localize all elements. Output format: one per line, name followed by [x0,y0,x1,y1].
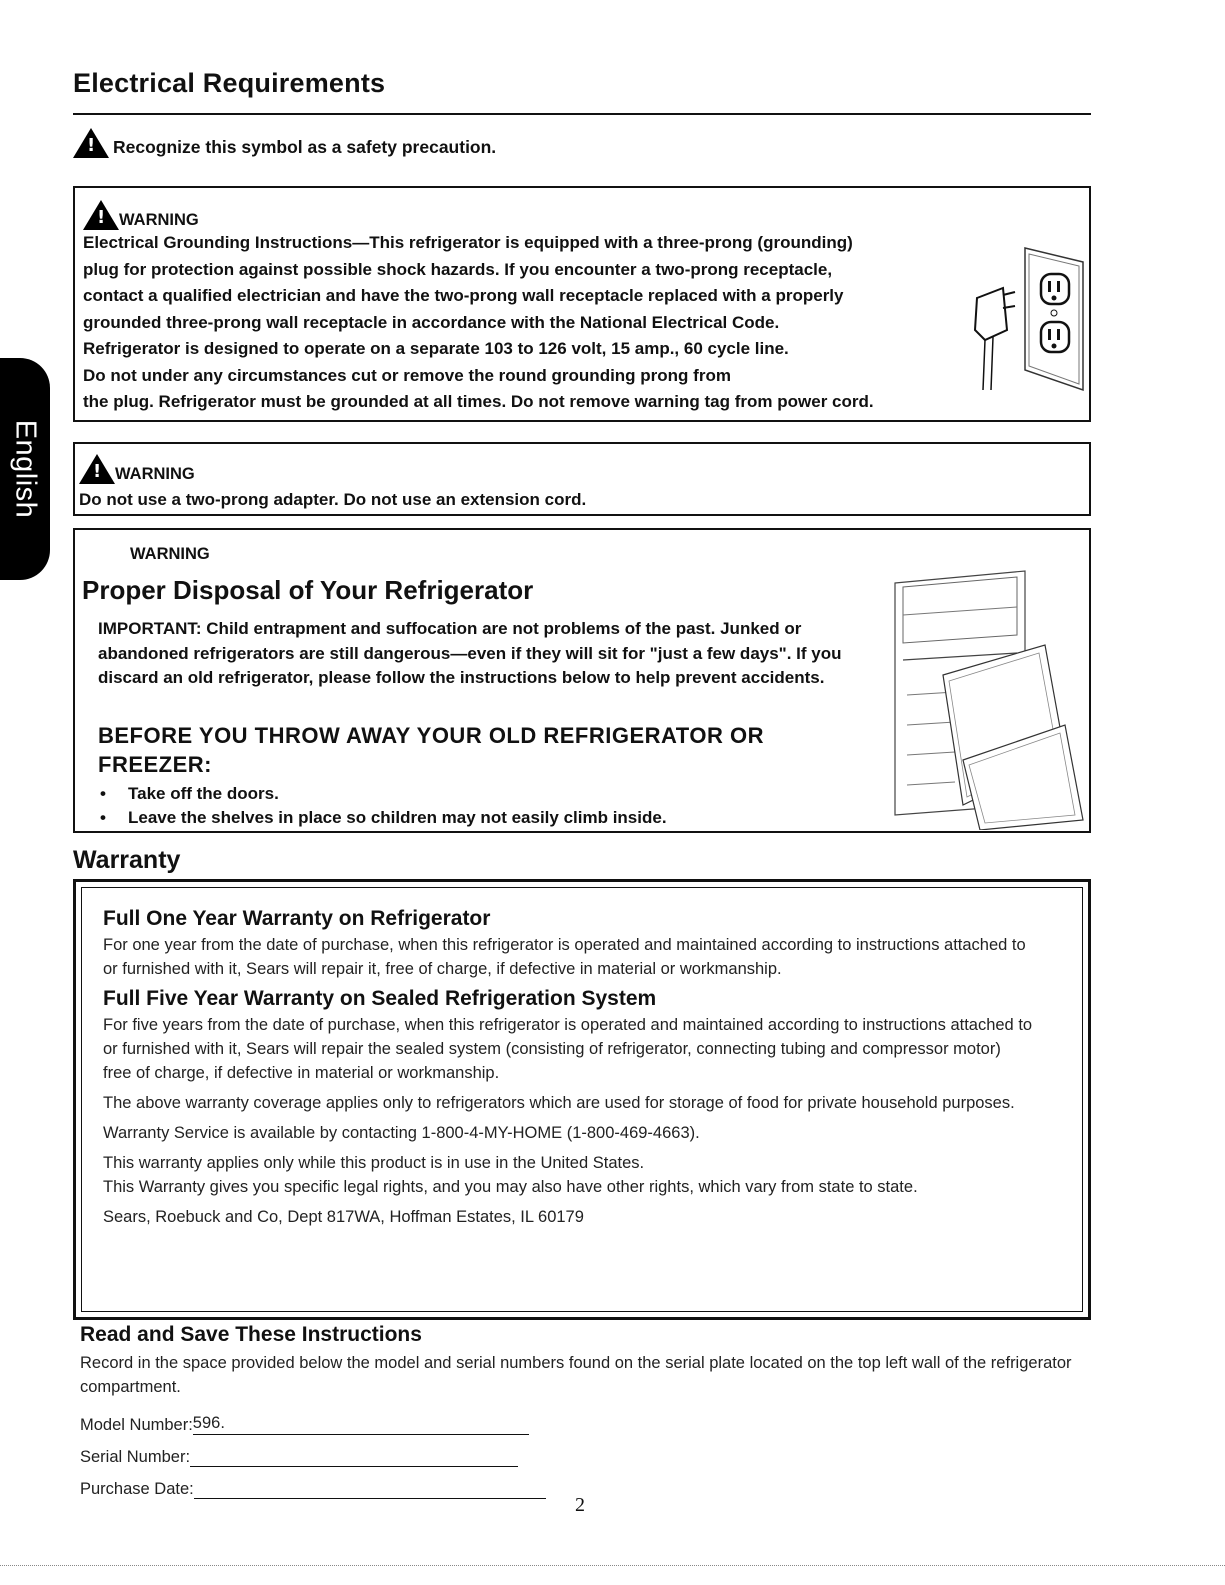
warning-triangle-icon [79,454,115,484]
five-year-text: For five years from the date of purchase, when this refrigerator is operated and maintained according to instructions attached to or furnished with it, Sears will repair the sealed system (consisting of refrigerator, connecting tubing and compressor motor) free of charge, if defective in material or workmanship. [103,1016,1033,1082]
text-line: Refrigerator is designed to operate on a separate 103 to 126 volt, 15 amp., 60 cycle line. [83,339,789,358]
warning-label: WARNING [130,545,210,563]
model-number-field [80,1414,529,1435]
model-number-line [193,1414,529,1435]
text-line: plug for protection against possible shock hazards. If you encounter a two-prong receptacle, [83,259,833,279]
adapter-warning-box [73,442,1091,516]
important-paragraph: IMPORTANT: Child entrapment and suffocation are not problems of the past. Junked or abandoned refrigerators are still dangerous—even if they will sit for "just a few days". If you discard an old refrigerator, please follow the instructions below to help prevent accidents. [98,619,842,687]
sears-address: Sears, Roebuck and Co, Dept 817WA, Hoffman Estates, IL 60179 [103,1208,584,1226]
coverage-text: The above warranty coverage applies only to refrigerators which are used for storage of food for private household purposes. [103,1094,1015,1112]
legal-rights-text: This Warranty gives you specific legal rights, and you may also have other rights, which vary from state to state. [103,1178,918,1196]
warning-triangle-icon [73,128,109,158]
text-line: the plug. Refrigerator must be grounded at all times. Do not remove warning tag from power cord. [83,392,874,411]
bottom-border [0,1565,1225,1566]
language-side-tab [0,358,50,580]
instructions-heading: Read and Save These Instructions [80,1323,422,1346]
warranty-heading: Warranty [73,846,181,874]
text-line: grounded three-prong wall receptacle in accordance with the National Electrical Code. [83,312,780,332]
text-line: Do not under any circumstances cut or remove the round grounding prong from [83,365,731,385]
one-year-text: For one year from the date of purchase, when this refrigerator is operated and maintained according to instructions attached to or furnished with it, Sears will repair it, free of charge, if defective in material or workmanship. [103,936,1026,978]
warranty-content [103,907,1033,1235]
outlet-plug-illustration [955,240,1090,400]
safety-note-text: Recognize this symbol as a safety precaution. [113,137,497,157]
refrigerator-doors-illustration [885,565,1085,830]
disposal-box [73,528,1091,833]
disposal-title: Proper Disposal of Your Refrigerator [82,575,534,605]
grounding-warning-box [73,186,1091,422]
warning-triangle-icon [83,200,119,230]
safety-note [73,128,496,158]
title-rule [73,113,1091,115]
warning-label: WARNING [119,211,199,229]
warning-header [83,200,199,230]
warranty-box [73,879,1091,1320]
purchase-date-label: Purchase Date: [80,1480,194,1498]
list-item: • Take off the doors. [98,782,667,806]
side-tab-label: English [9,419,42,519]
model-number-label: Model Number: [80,1416,193,1434]
five-year-heading: Full Five Year Warranty on Sealed Refrigeration System [103,987,657,1010]
disposal-list [98,782,667,830]
purchase-date-field [80,1478,546,1499]
one-year-heading: Full One Year Warranty on Refrigerator [103,907,491,930]
serial-number-label: Serial Number: [80,1448,191,1466]
list-item: • Leave the shelves in place so children may not easily climb inside. [98,806,667,830]
text-line: contact a qualified electrician and have the two-prong wall receptacle replaced with a properly [83,286,844,305]
warning-label: WARNING [115,465,195,483]
page-title: Electrical Requirements [73,68,386,98]
service-text: Warranty Service is available by contacting 1-800-4-MY-HOME (1-800-469-4663). [103,1124,700,1142]
instructions-text: Record in the space provided below the model and serial numbers found on the serial plate located on the top left wall of the refrigerator compartment. [80,1354,1072,1396]
serial-number-line [190,1446,518,1467]
us-only-text: This warranty applies only while this product is in use in the United States. [103,1154,645,1172]
model-number-value: 596. [192,1414,225,1432]
page-number: 2 [575,1494,585,1516]
grounding-instructions [83,230,1073,416]
warning-header [79,454,195,484]
before-heading: BEFORE YOU THROW AWAY YOUR OLD REFRIGERATOR OR FREEZER: [98,723,764,777]
adapter-warning-text: Do not use a two-prong adapter. Do not use an extension cord. [79,490,587,509]
serial-number-field [80,1446,518,1467]
purchase-date-line [194,1478,546,1499]
text-line: Electrical Grounding Instructions—This refrigerator is equipped with a three-prong (grounding) [83,233,853,252]
